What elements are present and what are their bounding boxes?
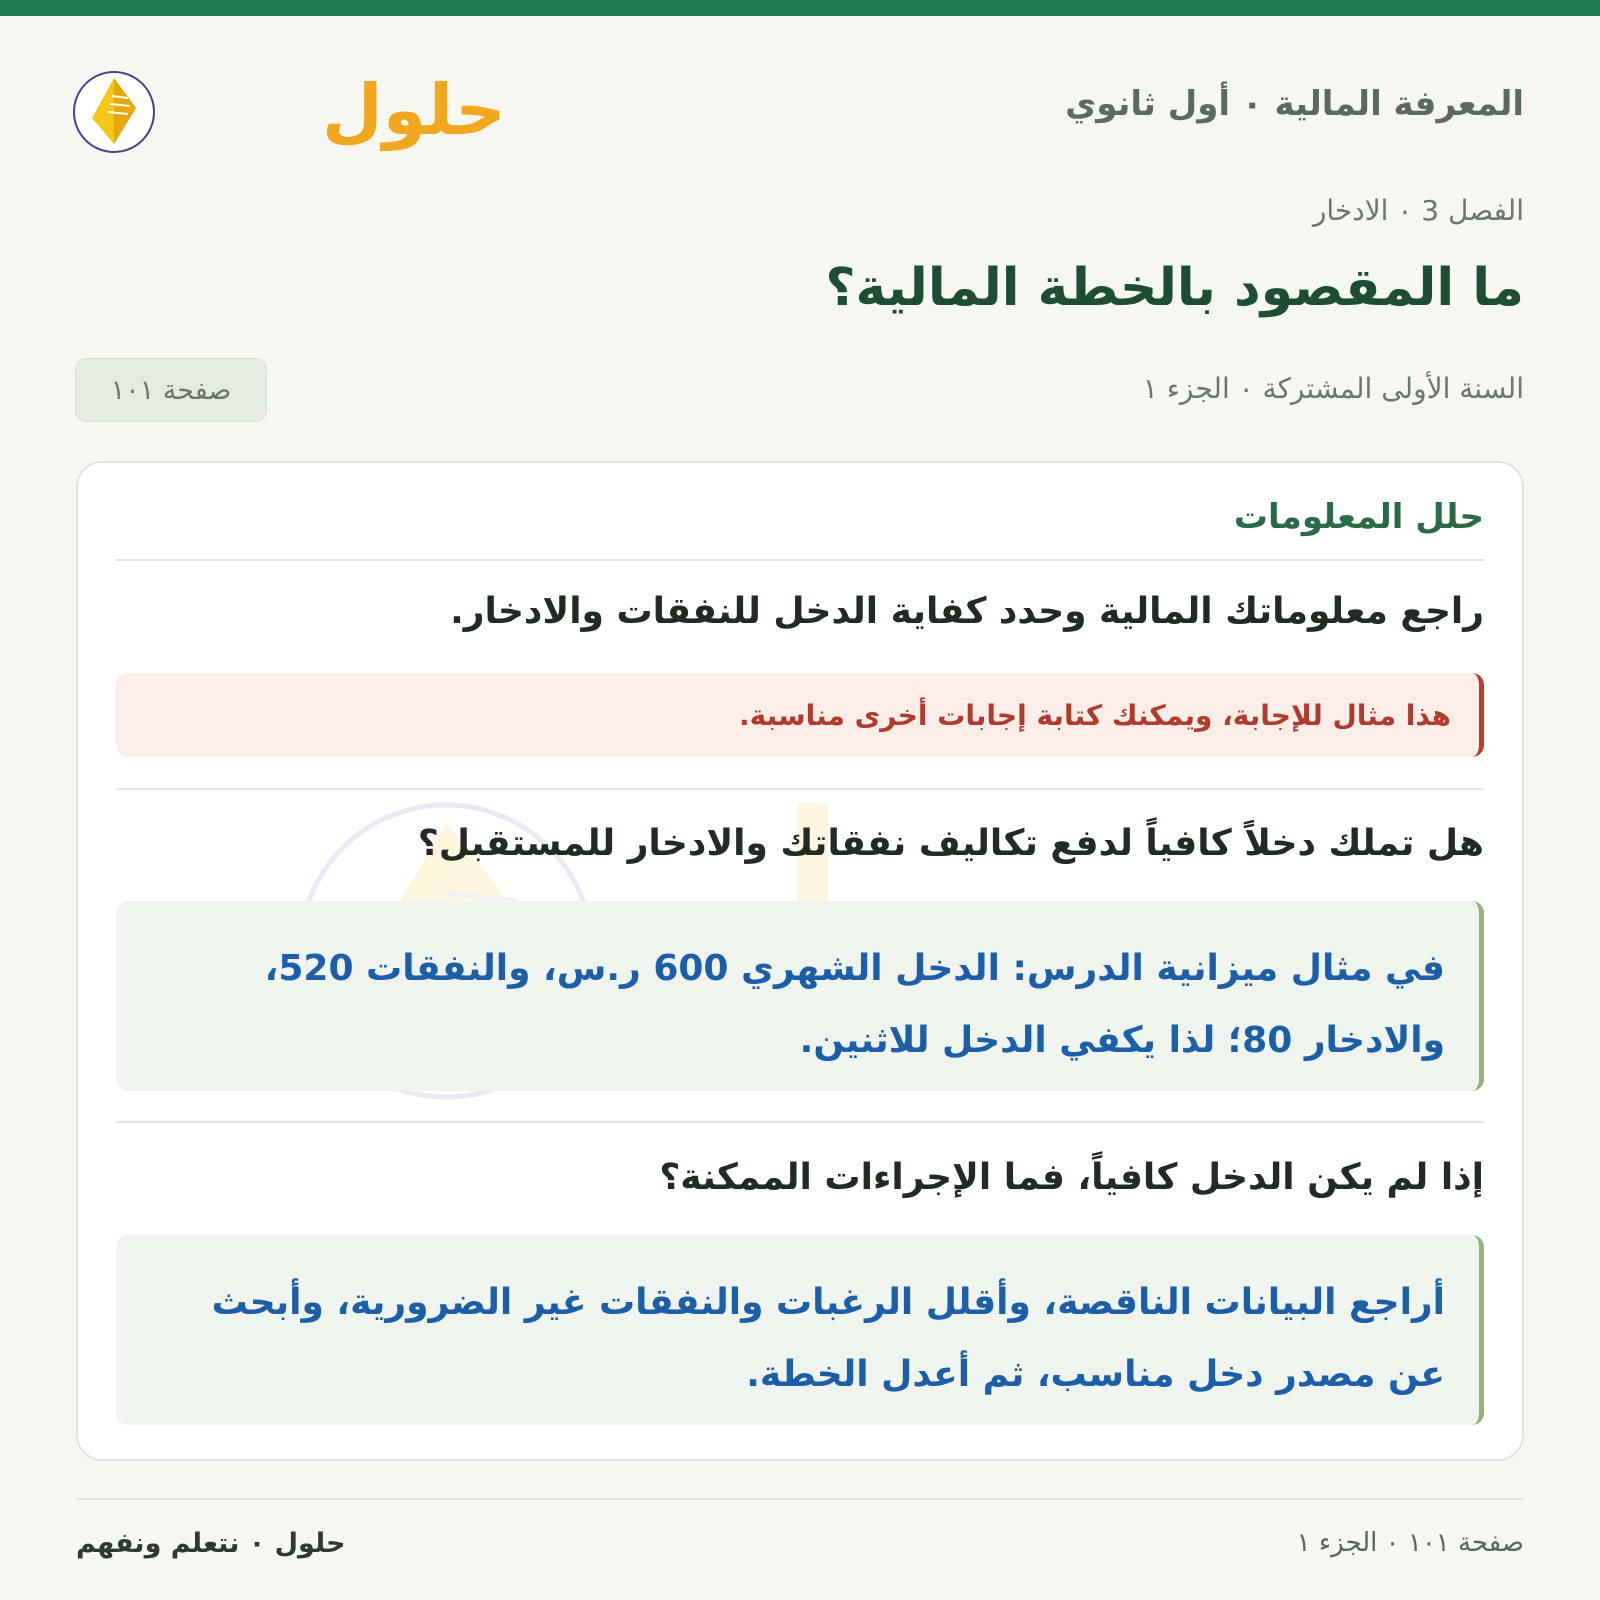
footer-brand: حلول ٠ نتعلم ونفهم — [76, 1528, 346, 1559]
answer-2: في مثال ميزانية الدرس: الدخل الشهري 600 ر.س، والنفقات 520، والادخار 80؛ لذا يكفي الدخل للاثنين. — [116, 901, 1484, 1091]
section-divider-1 — [116, 788, 1484, 790]
chapter-breadcrumb: الفصل 3 ٠ الادخار — [1312, 194, 1524, 227]
grade-part-meta: السنة الأولى المشتركة ٠ الجزء ١ — [1142, 372, 1524, 405]
footer-divider — [76, 1498, 1524, 1500]
question-1: راجع معلوماتك المالية وحدد كفاية الدخل للنفقات والادخار. — [450, 591, 1484, 632]
page-number-badge: صفحة ١٠١ — [75, 358, 267, 422]
page-title: ما المقصود بالخطة المالية؟ — [825, 258, 1524, 318]
footer-page-info: صفحة ١٠١ ٠ الجزء ١ — [1296, 1528, 1524, 1558]
card-title: حلل المعلومات — [1233, 497, 1484, 537]
question-2: هل تملك دخلاً كافياً لدفع تكاليف نفقاتك والادخار للمستقبل؟ — [417, 823, 1484, 864]
example-note-text: هذا مثال للإجابة، ويمكنك كتابة إجابات أخرى مناسبة. — [739, 698, 1451, 732]
header-title: المعرفة المالية ٠ أول ثانوي — [1065, 84, 1524, 124]
question-3: إذا لم يكن الدخل كافياً، فما الإجراءات الممكنة؟ — [659, 1157, 1484, 1198]
analysis-card — [76, 461, 1524, 1461]
logo[interactable] — [72, 52, 506, 162]
section-divider-2 — [116, 1121, 1484, 1123]
example-note — [116, 673, 1484, 757]
title-divider — [116, 559, 1484, 561]
logo-text: حلول — [322, 69, 506, 151]
top-accent-bar — [0, 0, 1600, 16]
answer-3: أراجع البيانات الناقصة، وأقلل الرغبات والنفقات غير الضرورية، وأبحث عن مصدر دخل مناسب، ثم أعدل الخطة. — [116, 1235, 1484, 1425]
book-diamond-icon — [74, 72, 154, 152]
